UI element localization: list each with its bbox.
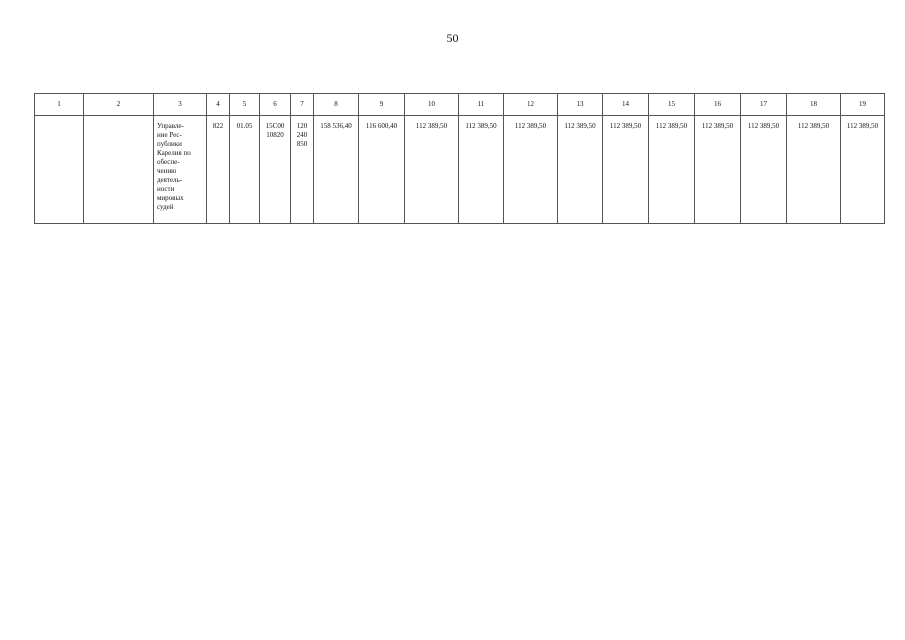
- recipient-name-line: деятель-: [157, 176, 183, 184]
- recipient-name-line: чению: [157, 167, 177, 175]
- amount-cell: 112 389,50: [558, 116, 603, 224]
- amount-cell: 112 389,50: [504, 116, 558, 224]
- column-header: 12: [504, 94, 558, 116]
- column-header: 15: [649, 94, 695, 116]
- recipient-name-line: Управле-: [157, 122, 184, 130]
- section-code-cell: 01.05: [230, 116, 260, 224]
- recipient-name-cell: [154, 116, 207, 224]
- expense-type-cell: [291, 116, 314, 224]
- amount-cell: 112 389,50: [741, 116, 787, 224]
- column-header: 17: [741, 94, 787, 116]
- table-cell-col2: [84, 116, 154, 224]
- recipient-name-line: Карелия по: [157, 149, 191, 157]
- amount-cell: 112 389,50: [787, 116, 841, 224]
- recipient-name-line: судей: [157, 203, 174, 211]
- amount-cell: 112 389,50: [841, 116, 885, 224]
- target-code-line: 10820: [266, 131, 284, 139]
- amount-cell: 112 389,50: [405, 116, 459, 224]
- amount-cell: 116 600,40: [359, 116, 405, 224]
- column-header: 16: [695, 94, 741, 116]
- amount-cell: 112 389,50: [459, 116, 504, 224]
- column-header: 13: [558, 94, 603, 116]
- expense-type-line: 240: [296, 131, 308, 139]
- column-header: 7: [291, 94, 314, 116]
- recipient-name-line: ности: [157, 185, 175, 193]
- recipient-name-line: ние Рес-: [157, 131, 182, 139]
- expense-type-line: 850: [296, 140, 308, 148]
- recipient-name-line: обеспе-: [157, 158, 180, 166]
- header-row: [35, 94, 885, 116]
- column-header: 11: [459, 94, 504, 116]
- column-header: 1: [35, 94, 84, 116]
- column-header: 10: [405, 94, 459, 116]
- column-header: 9: [359, 94, 405, 116]
- ministry-code-cell: 822: [207, 116, 230, 224]
- amount-cell: 112 389,50: [695, 116, 741, 224]
- column-header: 19: [841, 94, 885, 116]
- table-cell-col1: [35, 116, 84, 224]
- column-header: 8: [314, 94, 359, 116]
- recipient-name-line: публики: [157, 140, 182, 148]
- column-header: 14: [603, 94, 649, 116]
- column-header: 3: [154, 94, 207, 116]
- column-header: 6: [260, 94, 291, 116]
- target-code-cell: [260, 116, 291, 224]
- column-header: 18: [787, 94, 841, 116]
- recipient-name-line: мировых: [157, 194, 184, 202]
- amount-cell: 112 389,50: [603, 116, 649, 224]
- page-number: 50: [446, 31, 459, 45]
- amount-cell: 112 389,50: [649, 116, 695, 224]
- column-header: 2: [84, 94, 154, 116]
- expense-type-line: 120: [296, 122, 308, 130]
- budget-table: [34, 93, 885, 224]
- column-header: 4: [207, 94, 230, 116]
- column-header: 5: [230, 94, 260, 116]
- table-row: [35, 116, 885, 224]
- target-code-line: 15С00: [265, 122, 285, 130]
- amount-cell: 158 536,40: [314, 116, 359, 224]
